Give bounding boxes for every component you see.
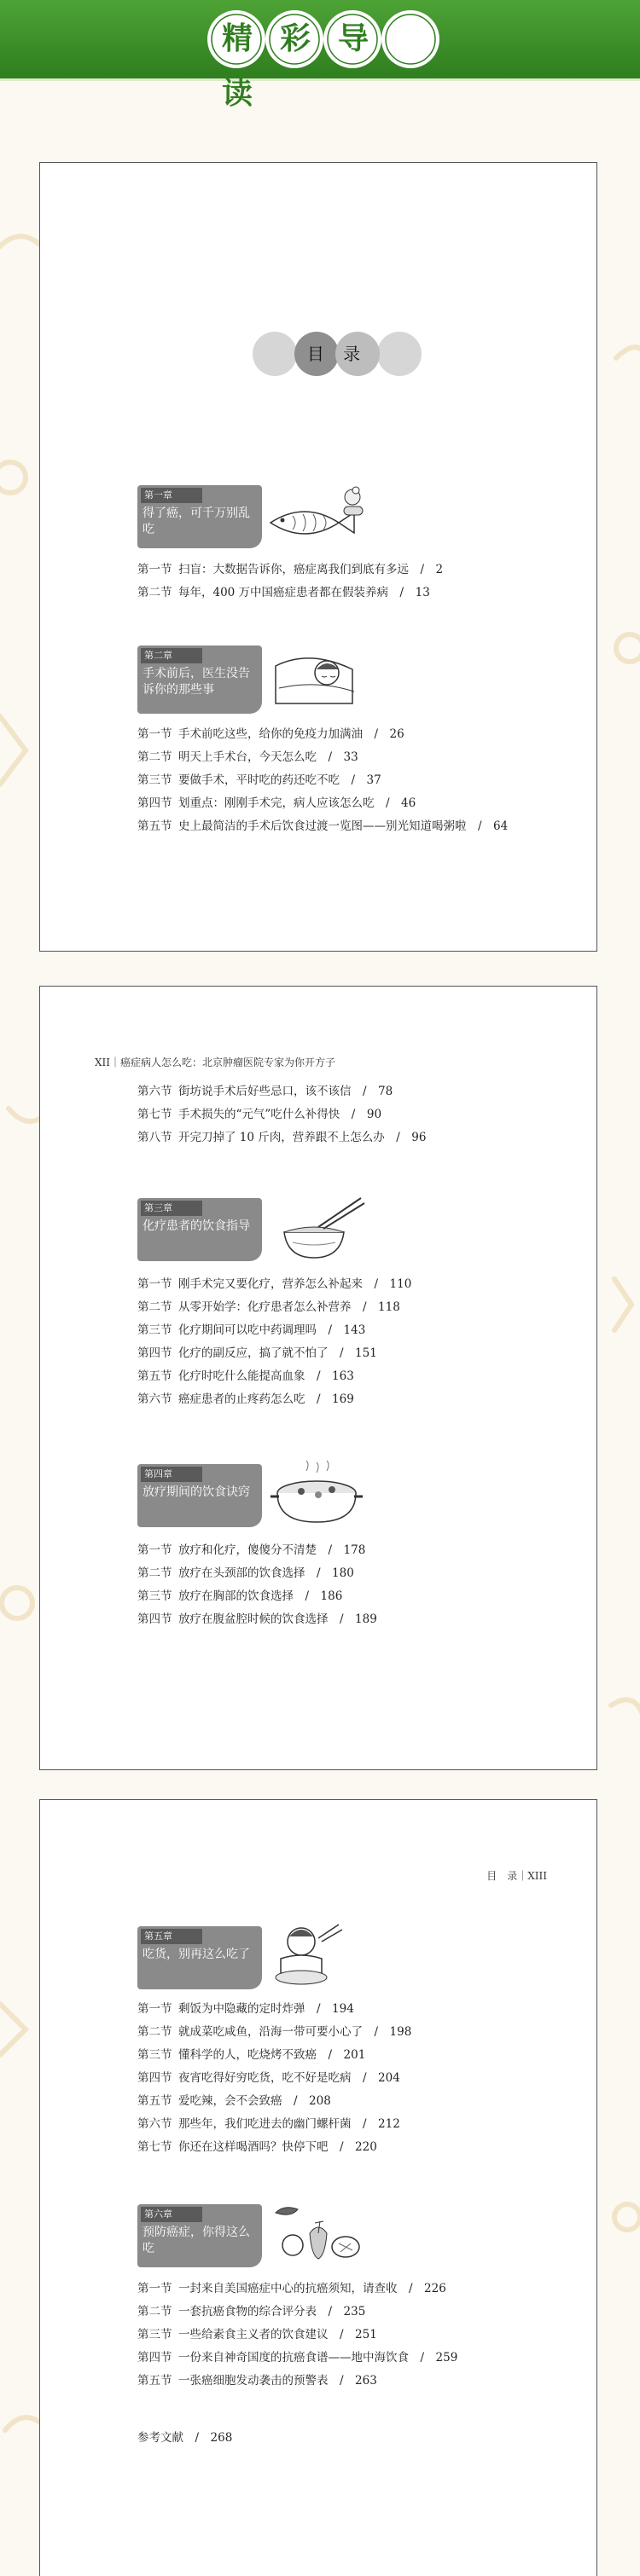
section-title: 一封来自美国癌症中心的抗癌须知，请查收 / 226 (178, 2282, 446, 2295)
section-number: 第三节 (137, 1323, 172, 1337)
section-title: 每年，400 万中国癌症患者都在假装养病 / 13 (178, 586, 430, 599)
toc-entry[interactable] (137, 2021, 538, 2044)
toc-entry[interactable] (137, 2324, 538, 2347)
chapter-title: 预防癌症，你得这么吃 (143, 2226, 250, 2255)
section-number: 第七节 (137, 2140, 172, 2154)
section-title: 划重点：刚刚手术完，病人应该怎么吃 / 46 (178, 796, 416, 810)
section-number: 第五节 (137, 819, 172, 833)
chapter-title: 手术前后，医生没告诉你的那些事 (143, 667, 250, 697)
section-number: 第六节 (137, 1392, 172, 1406)
section-title: 癌症患者的止疼药怎么吃 / 169 (178, 1392, 354, 1406)
section-title: 放疗在头颈部的饮食选择 / 180 (178, 1566, 354, 1580)
toc-title: 目 录 (306, 344, 368, 364)
header-title-text: 精彩导读 (222, 21, 397, 111)
bowl-icon (267, 1193, 369, 1265)
running-head: 目 录｜XIII (486, 1870, 547, 1882)
chapter-number: 第六章 (141, 2207, 202, 2222)
section-title: 化疗期间可以吃中药调理吗 / 143 (178, 1323, 366, 1337)
section-title: 从零开始学：化疗患者怎么补营养 / 118 (178, 1300, 400, 1314)
chapter-2-entries (137, 723, 538, 838)
section-number: 第八节 (137, 1131, 172, 1144)
toc-entry[interactable] (137, 1539, 538, 1562)
toc-entry[interactable] (137, 2044, 538, 2067)
toc-entry[interactable] (137, 769, 538, 792)
section-title: 你还在这样喝酒吗？快停下吧 / 220 (178, 2140, 377, 2154)
toc-entry[interactable] (137, 1585, 538, 1608)
chapter-4-entries (137, 1539, 538, 1631)
section-title: 一张癌细胞发动袭击的预警表 / 263 (178, 2374, 377, 2388)
fish-illustration-icon (267, 480, 369, 552)
section-number: 第三节 (137, 2048, 172, 2062)
chapter-3-entries (137, 1273, 538, 1411)
chapter-title: 化疗患者的饮食指导 (143, 1219, 250, 1233)
section-number: 第五节 (137, 1369, 172, 1383)
section-title: 明天上手术台，今天怎么吃 / 33 (178, 750, 358, 764)
toc-entry[interactable] (137, 2278, 538, 2301)
section-title: 那些年，我们吃进去的幽门螺杆菌 / 212 (178, 2117, 400, 2131)
section-title: 爱吃辣，会不会致癌 / 208 (178, 2094, 331, 2108)
toc-entry[interactable] (137, 1342, 538, 1365)
section-number: 第二节 (137, 2025, 172, 2039)
chapter-number: 第三章 (141, 1201, 202, 1216)
section-title: 街坊说手术后好些忌口，该不该信 / 78 (178, 1085, 393, 1098)
section-number: 第四节 (137, 796, 172, 810)
toc-entry[interactable] (137, 792, 538, 815)
patient-in-bed-icon (267, 640, 369, 712)
section-title: 化疗时吃什么能提高血象 / 163 (178, 1369, 354, 1383)
section-number: 第一节 (137, 2282, 172, 2295)
section-title: 化疗的副反应，搞了就不怕了 / 151 (178, 1346, 377, 1360)
section-number: 第五节 (137, 2094, 172, 2108)
toc-entry[interactable] (137, 1998, 538, 2021)
chapter-number: 第二章 (141, 648, 202, 663)
section-number: 第二节 (137, 1300, 172, 1314)
page-1 (39, 162, 597, 952)
vegetables-icon (267, 2199, 369, 2271)
section-number: 第五节 (137, 2374, 172, 2388)
chapter-2-entries-continued (137, 1080, 538, 1149)
page-2 (39, 986, 597, 1770)
toc-entry[interactable] (137, 746, 538, 769)
page-3 (39, 1799, 597, 2576)
section-number: 第一节 (137, 2002, 172, 2016)
section-number: 第二节 (137, 750, 172, 764)
toc-header (250, 329, 424, 379)
chapter-6-entries (137, 2278, 538, 2393)
section-number: 第六节 (137, 1085, 172, 1098)
chapter-badge (137, 645, 262, 714)
toc-entry[interactable] (137, 2301, 538, 2324)
section-title: 开完刀掉了 10 斤肉，营养跟不上怎么办 / 96 (178, 1131, 427, 1144)
section-title: 就成菜吃咸鱼，沿海一带可要小心了 / 198 (178, 2025, 412, 2039)
chapter-number: 第五章 (141, 1929, 202, 1944)
section-title: 一些给素食主义者的饮食建议 / 251 (178, 2328, 377, 2342)
toc-entry[interactable] (137, 2370, 538, 2393)
section-title: 放疗在腹盆腔时候的饮食选择 / 189 (178, 1612, 377, 1626)
section-title: 刚手术完又要化疗，营养怎么补起来 / 110 (178, 1277, 412, 1291)
section-number: 第一节 (137, 563, 172, 576)
section-title: 放疗在胸部的饮食选择 / 186 (178, 1589, 343, 1603)
toc-entry[interactable] (137, 1388, 538, 1411)
chapter-title: 放疗期间的饮食诀窍 (143, 1485, 250, 1499)
chapter-5-entries (137, 1998, 538, 2159)
toc-entry[interactable] (137, 1273, 538, 1296)
section-title: 剩饭为中隐藏的定时炸弹 / 194 (178, 2002, 354, 2016)
toc-entry[interactable] (137, 2067, 538, 2090)
toc-entry[interactable] (137, 1319, 538, 1342)
section-title: 要做手术，平时吃的药还吃不吃 / 37 (178, 773, 381, 787)
chapter-title: 吃货，别再这么吃了 (143, 1948, 250, 1961)
chapter-title: 得了癌，可千万别乱吃 (143, 507, 250, 536)
section-number: 第三节 (137, 1589, 172, 1603)
chapter-badge (137, 1464, 262, 1527)
toc-entry[interactable] (137, 2113, 538, 2136)
section-title: 扫盲：大数据告诉你，癌症离我们到底有多远 / 2 (178, 563, 444, 576)
section-title: 放疗和化疗，傻傻分不清楚 / 178 (178, 1543, 366, 1557)
header-banner (0, 0, 640, 111)
section-number: 第三节 (137, 2328, 172, 2342)
section-title: 一套抗癌食物的综合评分表 / 235 (178, 2305, 366, 2318)
section-number: 第三节 (137, 773, 172, 787)
toc-entry[interactable] (137, 1126, 538, 1149)
chapter-badge (137, 1198, 262, 1261)
section-number: 第一节 (137, 727, 172, 741)
section-number: 第七节 (137, 1108, 172, 1121)
running-head: XII｜癌症病人怎么吃：北京肿瘤医院专家为你开方子 (95, 1056, 336, 1068)
section-number: 第二节 (137, 1566, 172, 1580)
section-title: 懂科学的人，吃烧烤不致癌 / 201 (178, 2048, 366, 2062)
section-number: 第二节 (137, 2305, 172, 2318)
section-title: 史上最简洁的手术后饮食过渡一览图——别光知道喝粥啦 / 64 (178, 819, 509, 833)
section-number: 第四节 (137, 2071, 172, 2085)
toc-entry[interactable] (137, 2090, 538, 2113)
section-title: 夜宵吃得好穷吃货，吃不好是吃病 / 204 (178, 2071, 400, 2085)
chapter-badge (137, 485, 262, 548)
toc-entry[interactable] (137, 582, 538, 605)
section-number: 第四节 (137, 2351, 172, 2365)
section-number: 第二节 (137, 586, 172, 599)
toc-entry[interactable] (137, 1608, 538, 1631)
section-number: 第六节 (137, 2117, 172, 2131)
chapter-badge (137, 2204, 262, 2267)
toc-entry[interactable] (137, 2136, 538, 2159)
chapter-1-entries (137, 559, 538, 605)
hot-pot-icon (267, 1459, 369, 1531)
toc-entry[interactable] (137, 815, 538, 838)
toc-entry[interactable] (137, 1562, 538, 1585)
section-number: 第一节 (137, 1543, 172, 1557)
section-title: 手术损失的“元气”吃什么补得快 / 90 (178, 1108, 382, 1121)
section-number: 第四节 (137, 1612, 172, 1626)
eating-child-icon (267, 1921, 369, 1993)
toc-entry[interactable] (137, 559, 538, 582)
toc-entry[interactable] (137, 1296, 538, 1319)
header-title (0, 0, 640, 111)
toc-entry[interactable] (137, 1080, 538, 1103)
section-title: 手术前吃这些，给你的免疫力加满油 / 26 (178, 727, 404, 741)
section-number: 第四节 (137, 1346, 172, 1360)
section-title: 一份来自神奇国度的抗癌食谱——地中海饮食 / 259 (178, 2351, 458, 2365)
toc-entry[interactable] (137, 1103, 538, 1126)
chapter-number: 第一章 (141, 488, 202, 503)
toc-entry[interactable] (137, 2347, 538, 2370)
references-entry[interactable]: 参考文献 / 268 (137, 2431, 233, 2445)
chapter-badge (137, 1926, 262, 1989)
chapter-number: 第四章 (141, 1467, 202, 1482)
toc-entry[interactable] (137, 723, 538, 746)
toc-entry[interactable] (137, 1365, 538, 1388)
section-number: 第一节 (137, 1277, 172, 1291)
